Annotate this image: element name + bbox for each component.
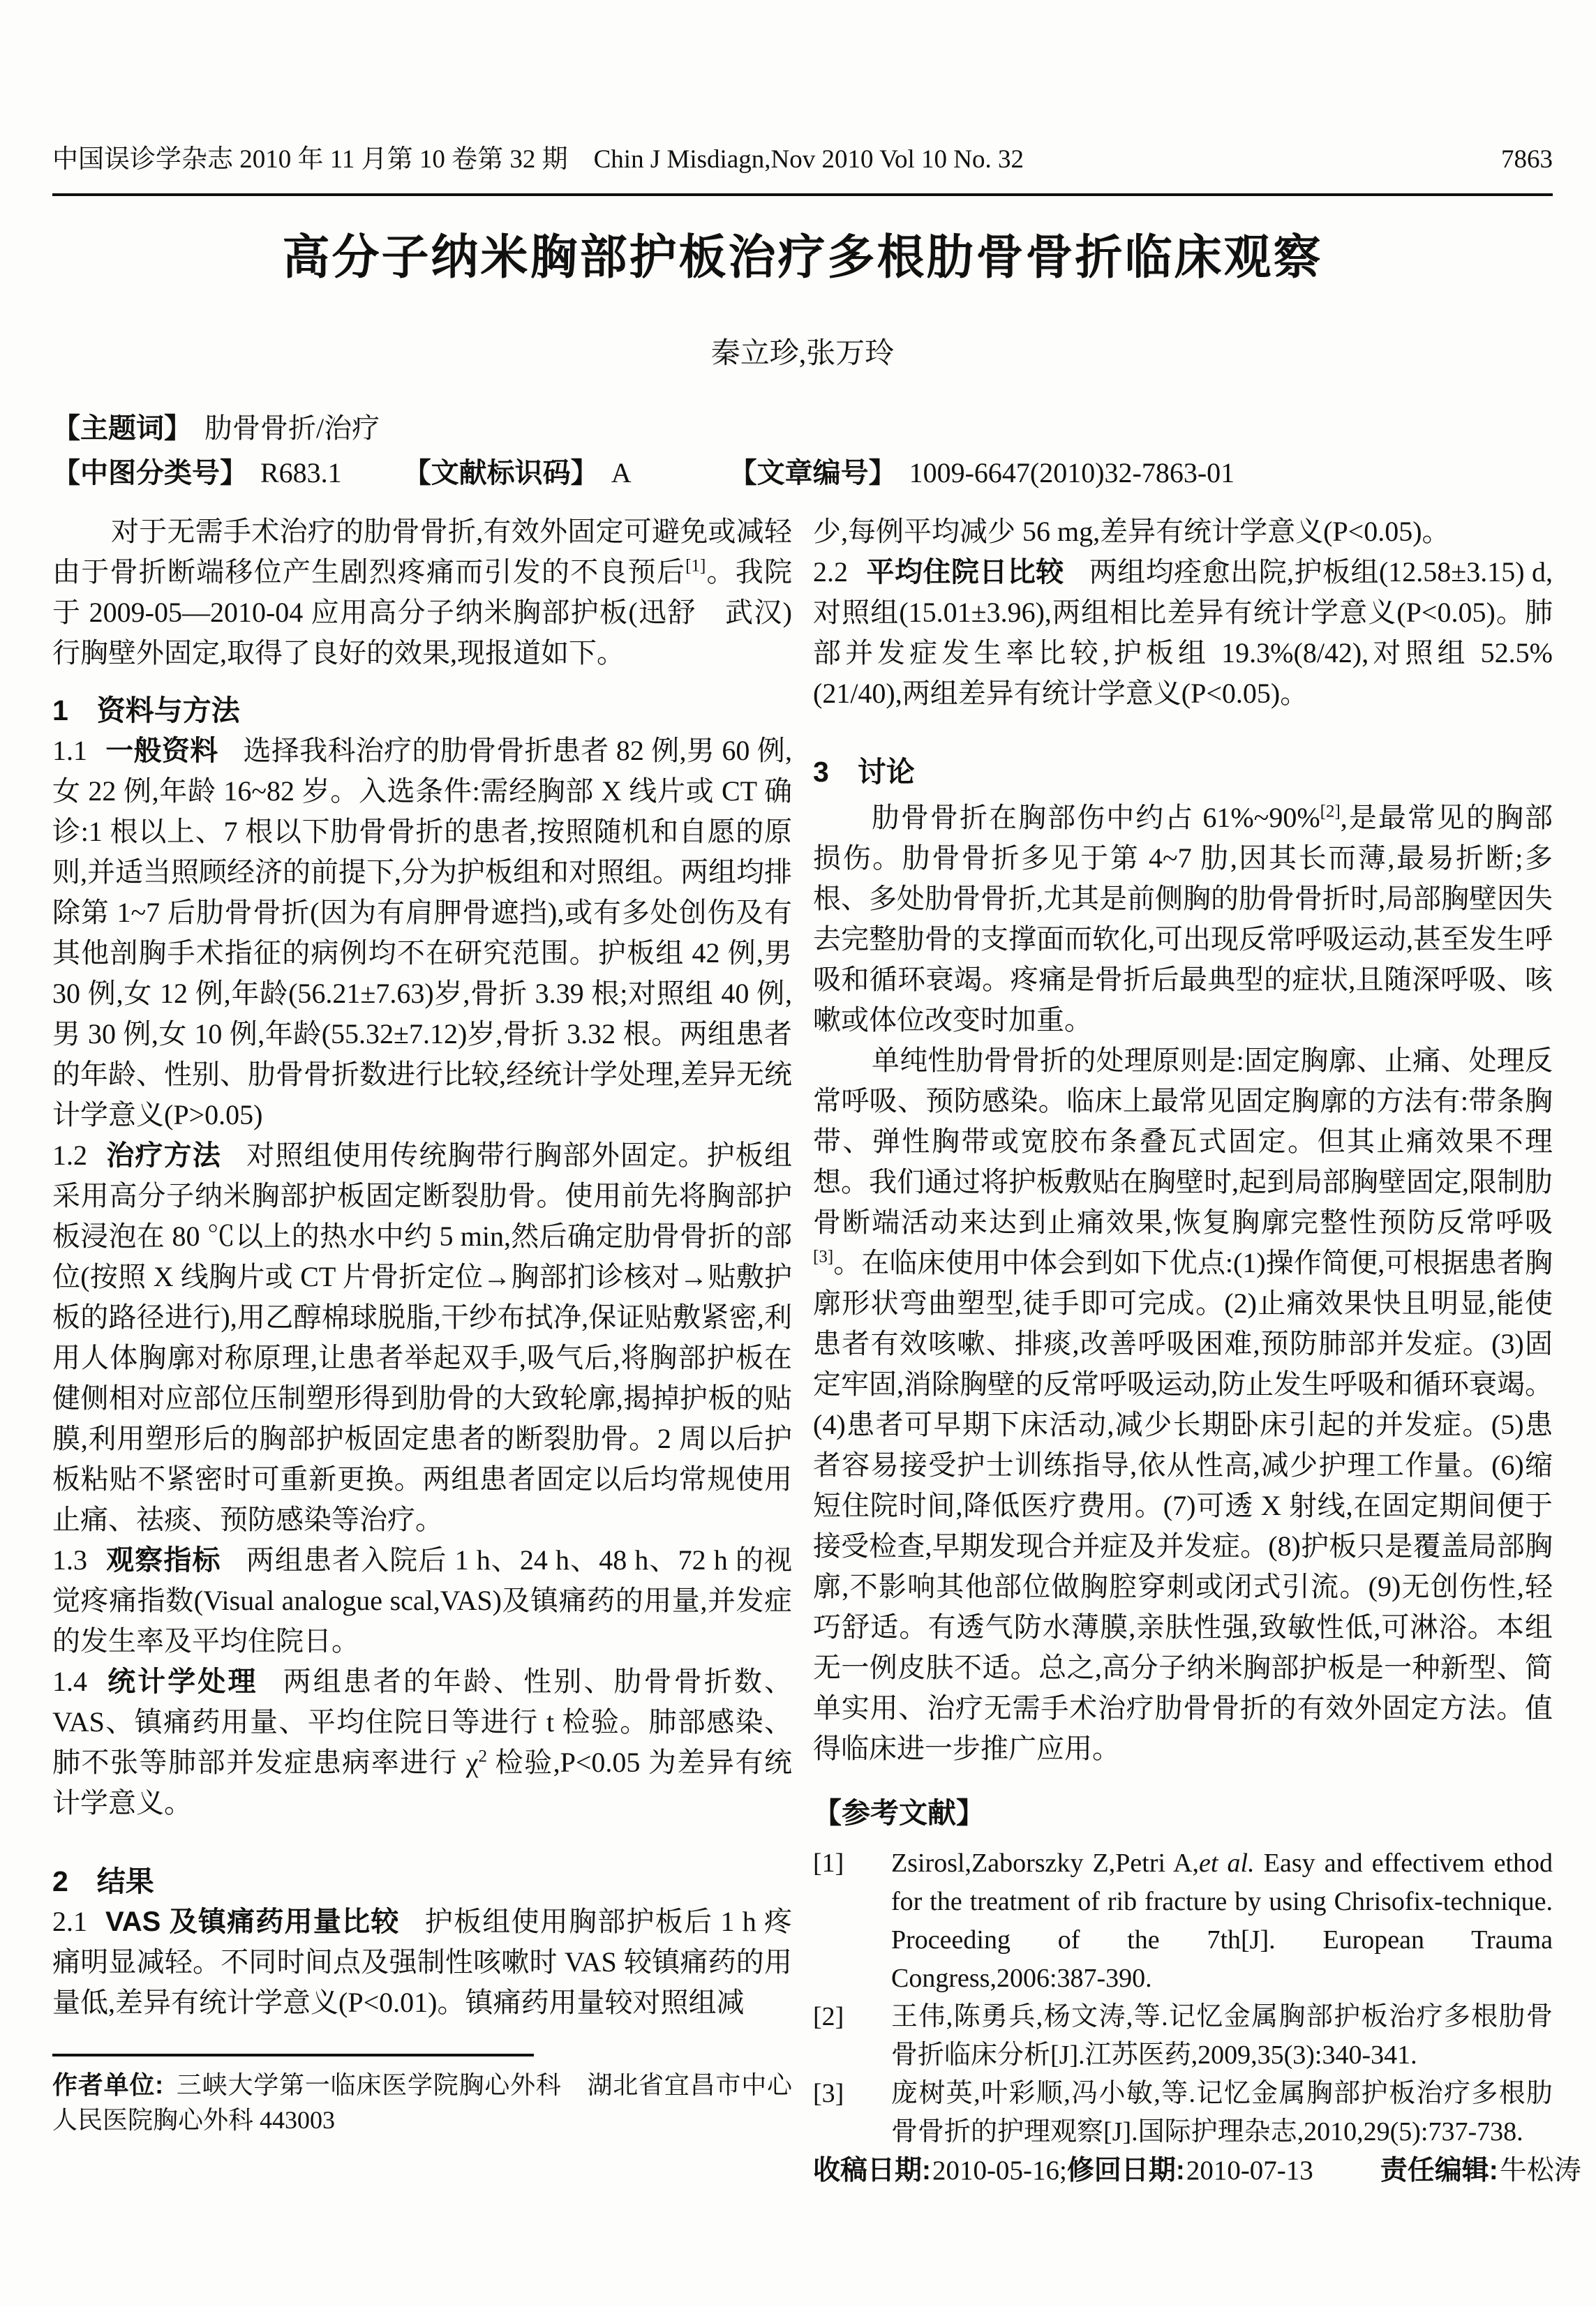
intro-text-b: 。我院于 2009-05—2010-04 应用高分子纳米胸部护板(迅舒 武汉)行胸壁外固定,取得了良好的效果,现报道如下。 bbox=[52, 556, 793, 669]
citation-3: [3] bbox=[813, 1247, 834, 1267]
author-affiliation-footnote bbox=[52, 2054, 792, 2137]
subsection-title: 统计学处理 bbox=[105, 1666, 258, 1697]
section-2-2 bbox=[813, 552, 1553, 714]
discussion-paragraph-1 bbox=[813, 798, 1553, 1040]
affiliation bbox=[52, 2068, 792, 2137]
subsection-text-a: 两组患者的年龄、性别、肋骨骨折数、VAS、镇痛药用量、平均住院日等进行 t 检验。肺部感染、肺不张等肺部并发症患病率进行 χ bbox=[52, 1666, 793, 1778]
reference-item-1 bbox=[813, 1844, 1553, 1998]
subsection-number: 1.1 bbox=[52, 735, 87, 766]
dates-line bbox=[813, 2151, 1581, 2190]
classification-line bbox=[52, 456, 1553, 491]
intro-paragraph bbox=[52, 512, 792, 673]
header-rule bbox=[52, 193, 1553, 196]
subsection-title: 一般资料 bbox=[105, 736, 218, 766]
reference-text bbox=[891, 1849, 1553, 1993]
article-no-label: 【文章编号】 bbox=[729, 458, 897, 488]
reference-item-3 bbox=[813, 2075, 1553, 2151]
authors: 秦立珍,张万玲 bbox=[710, 338, 895, 370]
section-2-1 bbox=[52, 1902, 792, 2023]
section-1-heading: 1 资料与方法 bbox=[52, 694, 240, 726]
revised-date-label: 修回日期: bbox=[1066, 2156, 1185, 2186]
discussion-text-b: ,是最常见的胸部损伤。肋骨骨折多见于第 4~7 肋,因其长而薄,最易折断;多根、多处肋骨骨折,尤其是前侧胸的肋骨骨折时,局部胸壁因失去完整肋骨的支撑面而软化,可出现反常呼吸运动,甚至发生呼吸和循环衰竭。疼痛是骨折后最典型的症状,且随深呼吸、咳嗽或体位改变时加重。 bbox=[813, 802, 1553, 1036]
subsection-text: 护板组使用胸部护板后 1 h 疼痛明显减轻。不同时间点及强制性咳嗽时 VAS 较镇痛药的用量低,差异有统计学意义(P<0.01)。镇痛药用量较对照组减 bbox=[52, 1906, 793, 2018]
subsection-text: 对照组使用传统胸带行胸部外固定。护板组采用高分子纳米胸部护板固定断裂肋骨。使用前先将胸部护板浸泡在 80 ℃以上的热水中约 5 min,然后确定肋骨骨折的部位(按照 X 线胸片或 CT 片骨折定位→胸部扪诊核对→贴敷护板的路径进行),用乙醇棉球脱脂,干纱布拭净,保证贴敷紧密,利用人体胸廓对称原理,让患者举起双手,吸气后,将胸部护板在健侧相对应部位压制塑形得到肋骨的大致轮廓,揭掉护板的贴膜,利用塑形后的胸部护板固定患者的断裂肋骨。2 周以后护板粘贴不紧密时可重新更换。两组患者固定以后均常规使用止痛、祛痰、预防感染等治疗。 bbox=[52, 1140, 793, 1535]
left-column bbox=[52, 512, 792, 2137]
subsection-number: 2.2 bbox=[813, 556, 848, 588]
editor-label: 责任编辑: bbox=[1380, 2156, 1498, 2186]
article-no-value: 1009-6647(2010)32-7863-01 bbox=[909, 457, 1235, 488]
subsection-title: VAS 及镇痛药用量比较 bbox=[105, 1906, 400, 1937]
subsection-text: 两组均痊愈出院,护板组(12.58±3.15) d,对照组(15.01±3.96),两组相比差异有统计学意义(P<0.05)。肺部并发症发生率比较,护板组 19.3%(8/42),对照组 52.5%(21/40),两组差异有统计学意义(P<0.05)。 bbox=[813, 556, 1553, 709]
page-header bbox=[52, 143, 1553, 177]
subsection-number: 1.3 bbox=[52, 1544, 87, 1576]
citation-2: [2] bbox=[1320, 802, 1341, 821]
keywords-line bbox=[52, 411, 1553, 446]
doc-code-label: 【文献标识码】 bbox=[403, 458, 599, 488]
footnote-rule bbox=[52, 2054, 534, 2056]
affiliation-label: 作者单位: bbox=[52, 2070, 164, 2099]
journal-info: 中国误诊学杂志 2010 年 11 月第 10 卷第 32 期 Chin J Misdiagn,Nov 2010 Vol 10 No. 32 bbox=[52, 145, 1024, 174]
keywords-label: 【主题词】 bbox=[52, 413, 192, 444]
references-heading: 【参考文献】 bbox=[813, 1797, 985, 1829]
reference-authors: Zsirosl,Zaborszky Z,Petri A, bbox=[891, 1849, 1200, 1878]
reference-number: [1] bbox=[813, 1849, 844, 1878]
article-meta bbox=[52, 411, 1553, 491]
page-number: 7863 bbox=[1501, 145, 1553, 174]
reference-text: 庞树英,叶彩顺,冯小敏,等.记忆金属胸部护板治疗多根肋骨骨折的护理观察[J].国际护理杂志,2010,29(5):737-738. bbox=[891, 2079, 1553, 2147]
subsection-text-b: 检验,P<0.05 为差异有统计学意义。 bbox=[52, 1747, 792, 1819]
received-date: 2010-05-16; bbox=[932, 2156, 1067, 2186]
chi-square-exponent: 2 bbox=[478, 1747, 488, 1766]
section-1-3 bbox=[52, 1540, 792, 1662]
affiliation-text: 三峡大学第一临床医学院胸心外科 湖北省宜昌市中心人民医院胸心外科 443003 bbox=[52, 2071, 792, 2134]
clc-group bbox=[52, 456, 342, 491]
reference-body: Easy and effectivem ethod for the treatment of rib fracture by using Chrisofix-technique. Proceeding of the 7th[J]. European Trauma Congress,2006:387-390. bbox=[891, 1849, 1553, 1993]
section-1-2 bbox=[52, 1135, 792, 1540]
clc-value: R683.1 bbox=[260, 457, 342, 488]
subsection-title: 观察指标 bbox=[105, 1545, 221, 1576]
citation-1: [1] bbox=[685, 556, 706, 576]
intro-text-a: 对于无需手术治疗的肋骨骨折,有效外固定可避免或减轻由于骨折断端移位产生剧烈疼痛而引发的不良预后 bbox=[52, 516, 792, 588]
right-column bbox=[813, 512, 1581, 2186]
discussion-text-b: 。在临床使用中体会到如下优点:(1)操作简便,可根据患者胸廓形状弯曲塑型,徒手即可完成。(2)止痛效果快且明显,能使患者有效咳嗽、排痰,改善呼吸困难,预防肺部并发症。(3)固定牢固,消除胸壁的反常呼吸运动,防止发生呼吸和循环衰竭。(4)患者可早期下床活动,减少长期卧床引起的并发症。(5)患者容易接受护士训练指导,依从性高,减少护理工作量。(6)缩短住院时间,降低医疗费用。(7)可透 X 射线,在固定期间便于接受检查,早期发现合并症及并发症。(8)护板只是覆盖局部胸廓,不影响其他部位做胸腔穿刺或闭式引流。(9)无创伤性,轻巧舒适。有透气防水薄膜,亲肤性强,致敏性低,可淋浴。本组无一例皮肤不适。总之,高分子纳米胸部护板是一种新型、简单实用、治疗无需手术治疗肋骨骨折的有效外固定方法。值得临床进一步推广应用。 bbox=[813, 1247, 1553, 1764]
reference-number: [2] bbox=[813, 2002, 844, 2031]
received-date-label: 收稿日期: bbox=[813, 2156, 931, 2186]
revised-date: 2010-07-13 bbox=[1186, 2156, 1313, 2186]
subsection-text: 两组患者入院后 1 h、24 h、48 h、72 h 的视觉疼痛指数(Visual analogue scal,VAS)及镇痛药的用量,并发症的发生率及平均住院日。 bbox=[52, 1544, 793, 1657]
two-column-body bbox=[52, 512, 1581, 2186]
editor-group bbox=[1380, 2151, 1581, 2190]
subsection-number: 1.4 bbox=[52, 1666, 87, 1697]
reference-item-2 bbox=[813, 1998, 1553, 2075]
clc-label: 【中图分类号】 bbox=[52, 458, 248, 488]
reference-number: [3] bbox=[813, 2079, 844, 2108]
editor-name: 牛松涛 bbox=[1499, 2156, 1581, 2186]
article-no-group bbox=[729, 456, 1235, 491]
et-al: et al. bbox=[1199, 1849, 1255, 1878]
doc-code-value: A bbox=[611, 457, 632, 488]
subsection-number: 2.1 bbox=[52, 1906, 87, 1937]
discussion-text-a: 肋骨骨折在胸部伤中约占 61%~90% bbox=[872, 802, 1320, 833]
discussion-text-a: 单纯性肋骨骨折的处理原则是:固定胸廓、止痛、处理反常呼吸、预防感染。临床上最常见固定胸廓的方法有:带条胸带、弹性胸带或宽胶布条叠瓦式固定。但其止痛效果不理想。我们通过将护板敷贴在胸壁时,起到局部胸壁固定,限制肋骨断端活动来达到止痛效果,恢复胸廓完整性预防反常呼吸 bbox=[813, 1045, 1553, 1238]
section-1-4 bbox=[52, 1662, 792, 1823]
doc-code-group bbox=[403, 456, 632, 491]
section-2-1-continuation: 少,每例平均减少 56 mg,差异有统计学意义(P<0.05)。 bbox=[813, 516, 1450, 547]
subsection-text: 选择我科治疗的肋骨骨折患者 82 例,男 60 例,女 22 例,年龄 16~82 岁。入选条件:需经胸部 X 线片或 CT 确诊:1 根以上、7 根以下肋骨骨折的患者,按照随机和自愿的原则,并适当照顾经济的前提下,分为护板组和对照组。两组均排除第 1~7 后肋骨骨折(因为有肩胛骨遮挡),或有多处创伤及有其他剖胸手术指征的病例均不在研究范围。护板组 42 例,男 30 例,女 12 例,年龄(56.21±7.63)岁,骨折 3.39 根;对照组 40 例,男 30 例,女 10 例,年龄(55.32±7.12)岁,骨折 3.32 根。两组患者的年龄、性别、肋骨骨折数进行比较,经统计学处理,差异无统计学意义(P>0.05) bbox=[52, 735, 793, 1130]
keywords-value: 肋骨骨折/治疗 bbox=[204, 412, 380, 444]
discussion-paragraph-2 bbox=[813, 1040, 1553, 1769]
section-1-1 bbox=[52, 731, 792, 1135]
reference-text: 王伟,陈勇兵,杨文涛,等.记忆金属胸部护板治疗多根肋骨骨折临床分析[J].江苏医药,2009,35(3):340-341. bbox=[891, 2002, 1553, 2070]
section-3-heading: 3 讨论 bbox=[813, 756, 915, 788]
article-title: 高分子纳米胸部护板治疗多根肋骨骨折临床观察 bbox=[282, 231, 1323, 284]
subsection-title: 平均住院日比较 bbox=[866, 557, 1064, 588]
subsection-number: 1.2 bbox=[52, 1140, 87, 1171]
subsection-title: 治疗方法 bbox=[105, 1140, 222, 1171]
section-2-heading: 2 结果 bbox=[52, 1865, 154, 1897]
